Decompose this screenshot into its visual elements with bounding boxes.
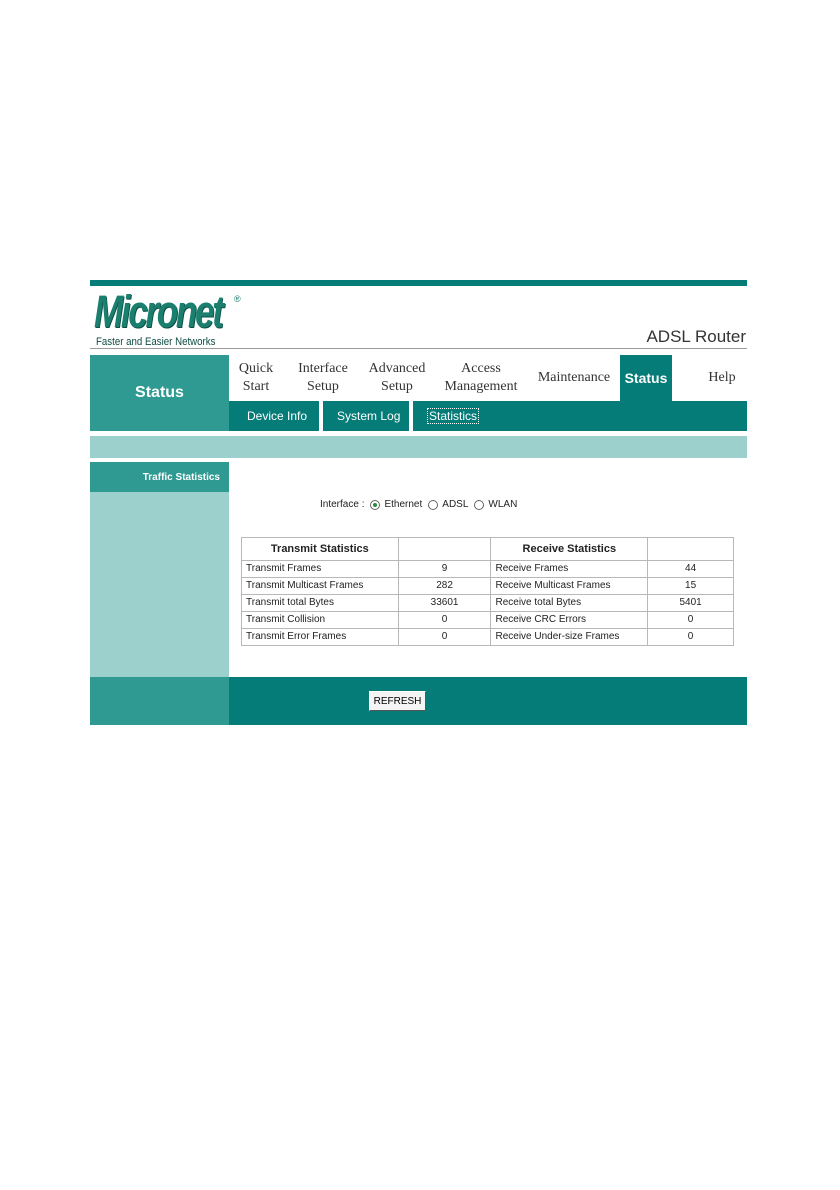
rx-value: 15 <box>648 578 734 595</box>
table-row <box>242 629 734 646</box>
submenu-label: System Log <box>337 409 401 423</box>
menu-label: Quick <box>238 361 274 376</box>
menu-maintenance[interactable] <box>531 355 617 401</box>
submenu-separator <box>409 401 413 431</box>
radio-ethernet[interactable] <box>370 500 380 510</box>
logo-text: Micronet <box>94 286 222 337</box>
product-name: ADSL Router <box>646 327 746 346</box>
router-page <box>90 280 747 725</box>
tx-value: 282 <box>398 578 491 595</box>
title-strip <box>90 436 747 458</box>
table-row <box>242 595 734 612</box>
interface-label: Interface : <box>320 499 365 510</box>
tx-label: Transmit Frames <box>242 561 399 578</box>
main-menu <box>229 355 747 401</box>
rx-label: Receive Frames <box>491 561 648 578</box>
tx-value: 0 <box>398 629 491 646</box>
radio-wlan-label: WLAN <box>488 499 518 510</box>
radio-wlan[interactable] <box>474 500 484 510</box>
menu-quick-start[interactable] <box>231 355 281 401</box>
radio-adsl[interactable] <box>428 500 438 510</box>
menu-label: Management <box>444 379 518 394</box>
rx-value: 44 <box>648 561 734 578</box>
menu-label: Status <box>624 370 668 386</box>
tx-label: Transmit Error Frames <box>242 629 399 646</box>
menu-advanced-setup[interactable] <box>363 355 431 401</box>
sidebar <box>90 462 229 677</box>
menu-label: Maintenance <box>537 370 611 385</box>
rx-label: Receive Multicast Frames <box>491 578 648 595</box>
sub-menu <box>229 401 747 431</box>
receive-header: Receive Statistics <box>491 538 648 561</box>
menu-access-management[interactable] <box>439 355 523 401</box>
rx-value: 0 <box>648 629 734 646</box>
footer-bar <box>229 677 747 725</box>
menu-label: Access <box>461 361 501 376</box>
rx-label: Receive CRC Errors <box>491 612 648 629</box>
submenu-device-info[interactable] <box>247 401 307 431</box>
micronet-logo <box>94 286 258 348</box>
header-divider <box>90 348 747 349</box>
registered-mark: ® <box>234 294 241 304</box>
interface-selector <box>320 499 517 510</box>
table-row <box>242 578 734 595</box>
submenu-label: Device Info <box>247 409 308 423</box>
sidebar-tab-label: Traffic Statistics <box>142 471 220 483</box>
tx-value: 9 <box>398 561 491 578</box>
rx-label: Receive total Bytes <box>491 595 648 612</box>
radio-adsl-label: ADSL <box>442 499 469 510</box>
submenu-system-log[interactable] <box>337 401 400 431</box>
tx-label: Transmit Multicast Frames <box>242 578 399 595</box>
statistics-table <box>241 537 734 646</box>
table-row <box>242 561 734 578</box>
radio-ethernet-label: Ethernet <box>384 499 423 510</box>
menu-status[interactable] <box>620 355 672 401</box>
submenu-label: Statistics <box>429 409 478 423</box>
submenu-statistics[interactable] <box>427 401 479 431</box>
footer-left-panel <box>90 677 229 725</box>
tx-value: 0 <box>398 612 491 629</box>
transmit-header: Transmit Statistics <box>242 538 399 561</box>
rx-label: Receive Under-size Frames <box>491 629 648 646</box>
menu-label: Start <box>242 379 270 394</box>
tx-label: Transmit Collision <box>242 612 399 629</box>
rx-value: 5401 <box>648 595 734 612</box>
menu-help[interactable] <box>699 355 745 401</box>
tx-value: 33601 <box>398 595 491 612</box>
table-row <box>242 612 734 629</box>
tx-label: Transmit total Bytes <box>242 595 399 612</box>
submenu-separator <box>319 401 323 431</box>
menu-interface-setup[interactable] <box>289 355 357 401</box>
transmit-value-header <box>398 538 491 561</box>
menu-label: Setup <box>381 379 413 394</box>
section-title-panel <box>90 355 229 431</box>
rx-value: 0 <box>648 612 734 629</box>
logo-tagline: Faster and Easier Networks <box>96 336 216 348</box>
menu-label: Advanced <box>368 361 426 376</box>
receive-value-header <box>648 538 734 561</box>
menu-label: Interface <box>298 361 348 376</box>
menu-label: Setup <box>307 379 339 394</box>
menu-label: Help <box>708 370 736 385</box>
refresh-button[interactable]: REFRESH <box>369 691 426 711</box>
table-header-row <box>242 538 734 561</box>
sidebar-tab-traffic-statistics <box>90 462 229 492</box>
section-title: Status <box>135 384 184 401</box>
